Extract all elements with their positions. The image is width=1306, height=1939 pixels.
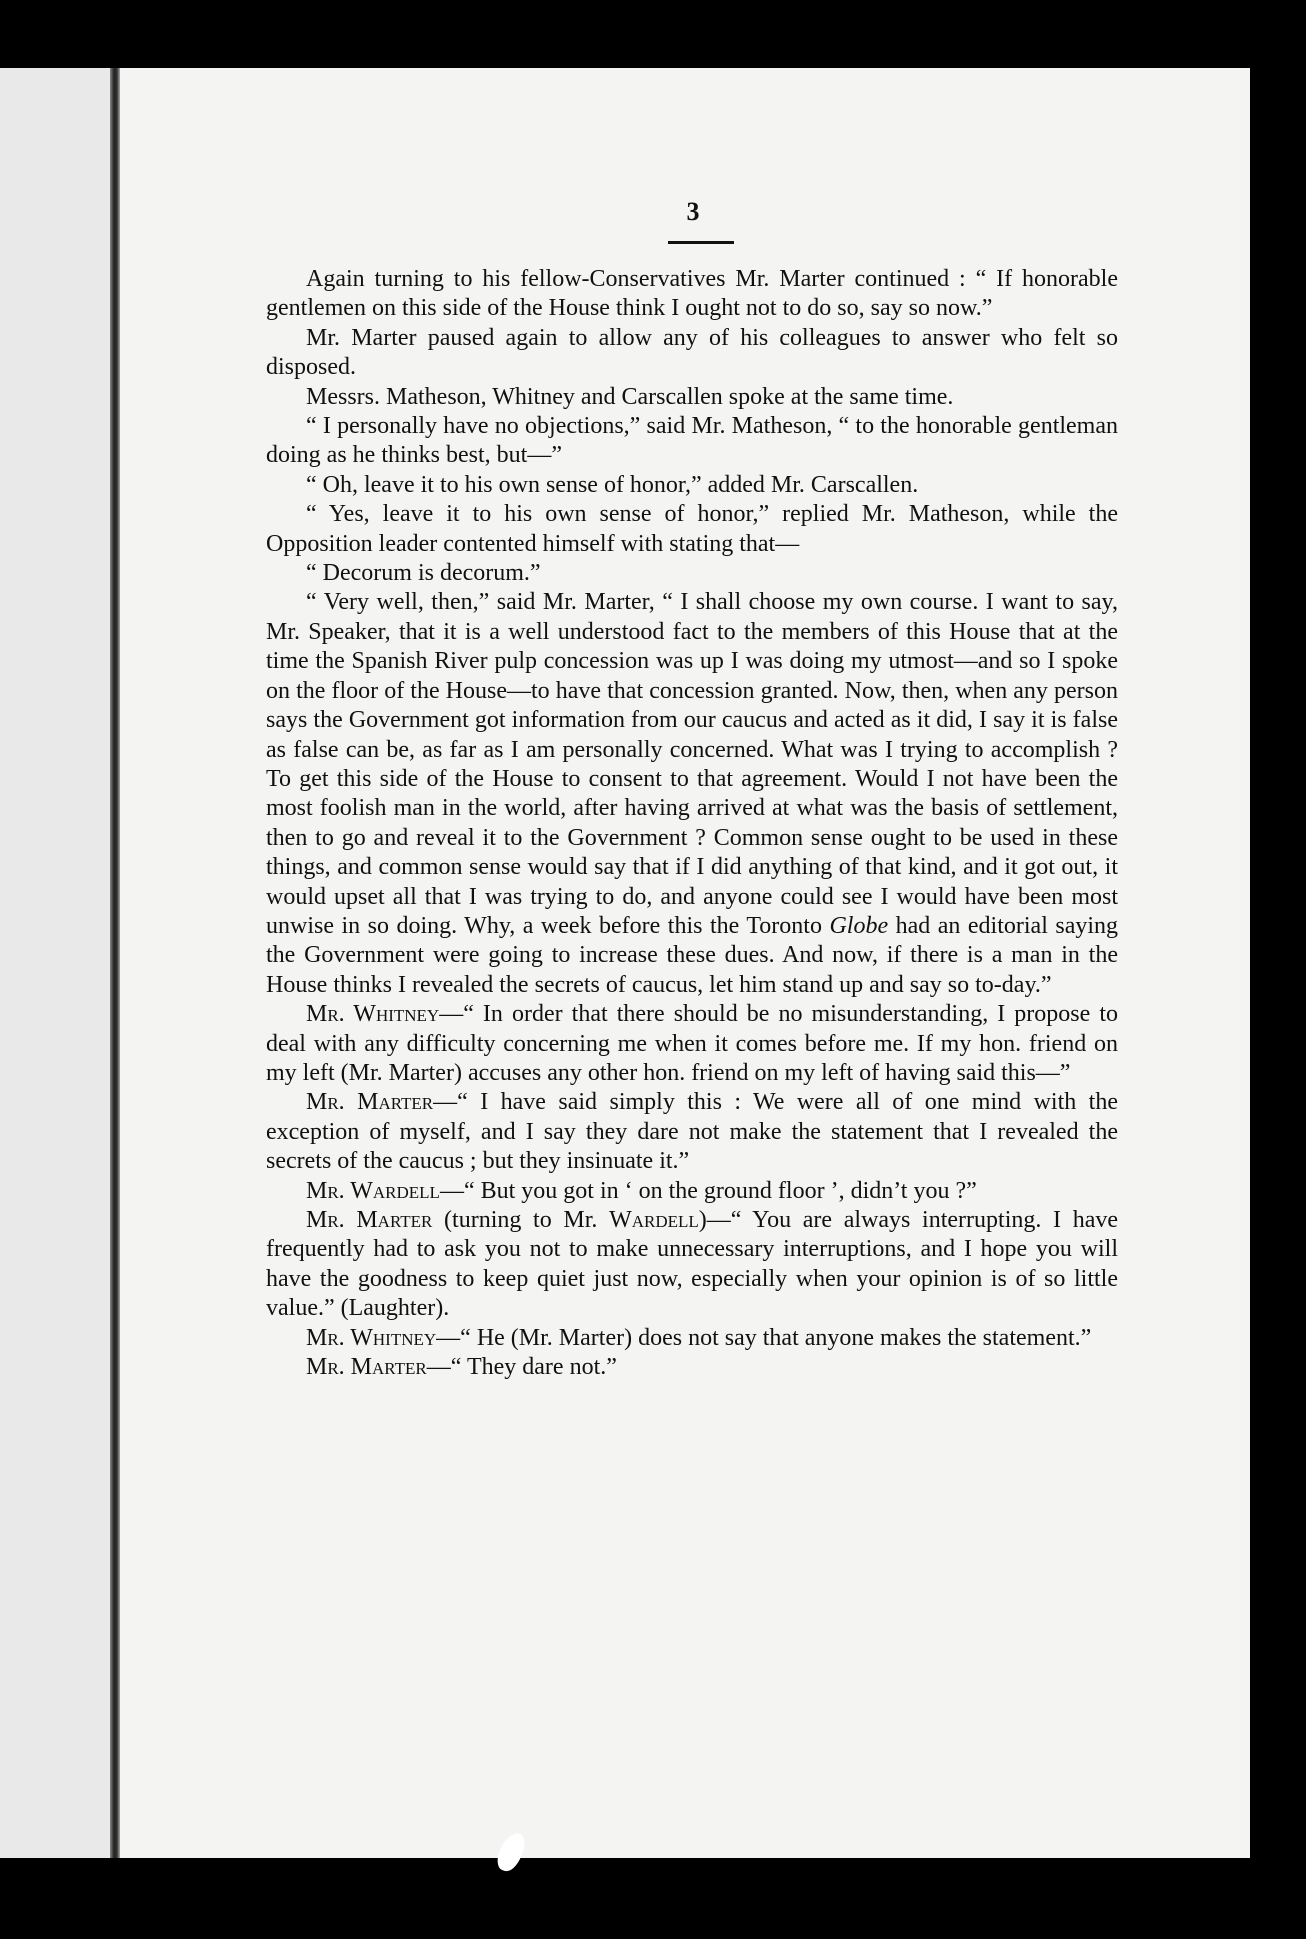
exchange-whitney [266, 1000, 1118, 1088]
speaker-name: Mr. Marter [306, 1354, 427, 1381]
closing-marter [266, 1353, 1118, 1382]
speech-text: —“ In order that there should be no misunderstanding, I propose to deal with any difficulty concerning me when it comes before me. If my hon. friend on my left (Mr. Marter) accuses any other hon. friend on my left of having said this—” [266, 1001, 1118, 1086]
speaker-name: Mr. Whitney [306, 1001, 440, 1028]
facing-page-edge [0, 68, 118, 1858]
newspaper-title: Globe [829, 912, 889, 939]
page-number: 3 [686, 197, 700, 226]
speaker-name: Mr. Marter [306, 1207, 433, 1233]
page-number-rule [668, 241, 734, 244]
speech-text: )—“ You are always interrupting. I have frequently had to ask you not to make unnecessary interruptions, and I hope you will have the goodness to keep quiet just now, especially when your opinion is of so little value.” (Laughter). [266, 1207, 1118, 1322]
scan-right-border [1250, 68, 1306, 1858]
exchange-marter [266, 1088, 1118, 1176]
speech-text: —“ He (Mr. Marter) does not say that anyone makes the statement.” [436, 1324, 1092, 1351]
exchange-wardell [266, 1177, 1118, 1206]
speech-text: —“ They dare not.” [426, 1354, 617, 1381]
body-text [266, 265, 1118, 1382]
closing-whitney [266, 1324, 1118, 1353]
exchange-marter-to-wardell [266, 1206, 1118, 1324]
scan-top-border [0, 0, 1306, 68]
aside-name: Wardell [609, 1207, 699, 1233]
speech-text: —“ I have said simply this : We were all of one mind with the exception of myself, and I say they dare not make the statement that I revealed the secrets of the caucus ; but they insinuate it.” [266, 1089, 1118, 1175]
paragraph: “ Yes, leave it to his own sense of honor,” replied Mr. Matheson, while the Opposition leader contented himself with stating that— [266, 501, 1118, 557]
aside-text: (turning to Mr. [432, 1207, 610, 1233]
paragraph: Mr. Marter paused again to allow any of his colleagues to answer who felt so disposed. [266, 324, 1118, 381]
marter-speech [266, 588, 1118, 1000]
speaker-name: Mr. Wardell [306, 1177, 440, 1204]
binding-gutter [110, 68, 120, 1858]
speech-text: —“ But you got in ‘ on the ground floor ’, didn’t you ?” [439, 1177, 977, 1204]
paragraph: “ Decorum is decorum.” [306, 560, 541, 587]
speaker-name: Mr. Whitney [306, 1324, 437, 1351]
paragraph: Messrs. Matheson, Whitney and Carscallen spoke at the same time. [306, 383, 954, 410]
speech-text: “ Very well, then,” said Mr. Marter, “ I shall choose my own course. I want to say, Mr. Speaker, that it is a well understood fact to the members of this House that at the time the Spanish River pulp concession was up I was doing my utmost—and so I spoke on the floor of the House—to have that concession granted. Now, then, when any person says the Government got information from our caucus and acted as it did, I say it is false as false can be, as far as I am personally concerned. What was I trying to accomplish ? To get this side of the House to consent to that agreement. Would I not have been the most foolish man in the world, after having arrived at what was the basis of settlement, then to go and reveal it to the Government ? Common sense ought to be used in these things, and common sense would say that if I did anything of that kind, and it got out, it would upset all that I was trying to do, and anyone could see I would have been most unwise in so doing. Why, a week before this the Toronto [266, 589, 1118, 939]
speaker-name: Mr. Marter [306, 1089, 434, 1116]
paragraph: Again turning to his fellow-Conservatives Mr. Marter continued : “ If honorable gentlemen on this side of the House think I ought not to do so, say so now.” [266, 266, 1118, 322]
speech-text: had an editorial saying the Government were going to increase these dues. And now, if there is a man in the House thinks I revealed the secrets of caucus, let him stand up and say so to-day.” [266, 912, 1119, 998]
scan-bottom-border [0, 1858, 1306, 1939]
paragraph: “ Oh, leave it to his own sense of honor,” added Mr. Carscallen. [306, 471, 919, 498]
paragraph: “ I personally have no objections,” said Mr. Matheson, “ to the honorable gentleman doing as he thinks best, but—” [266, 413, 1118, 469]
